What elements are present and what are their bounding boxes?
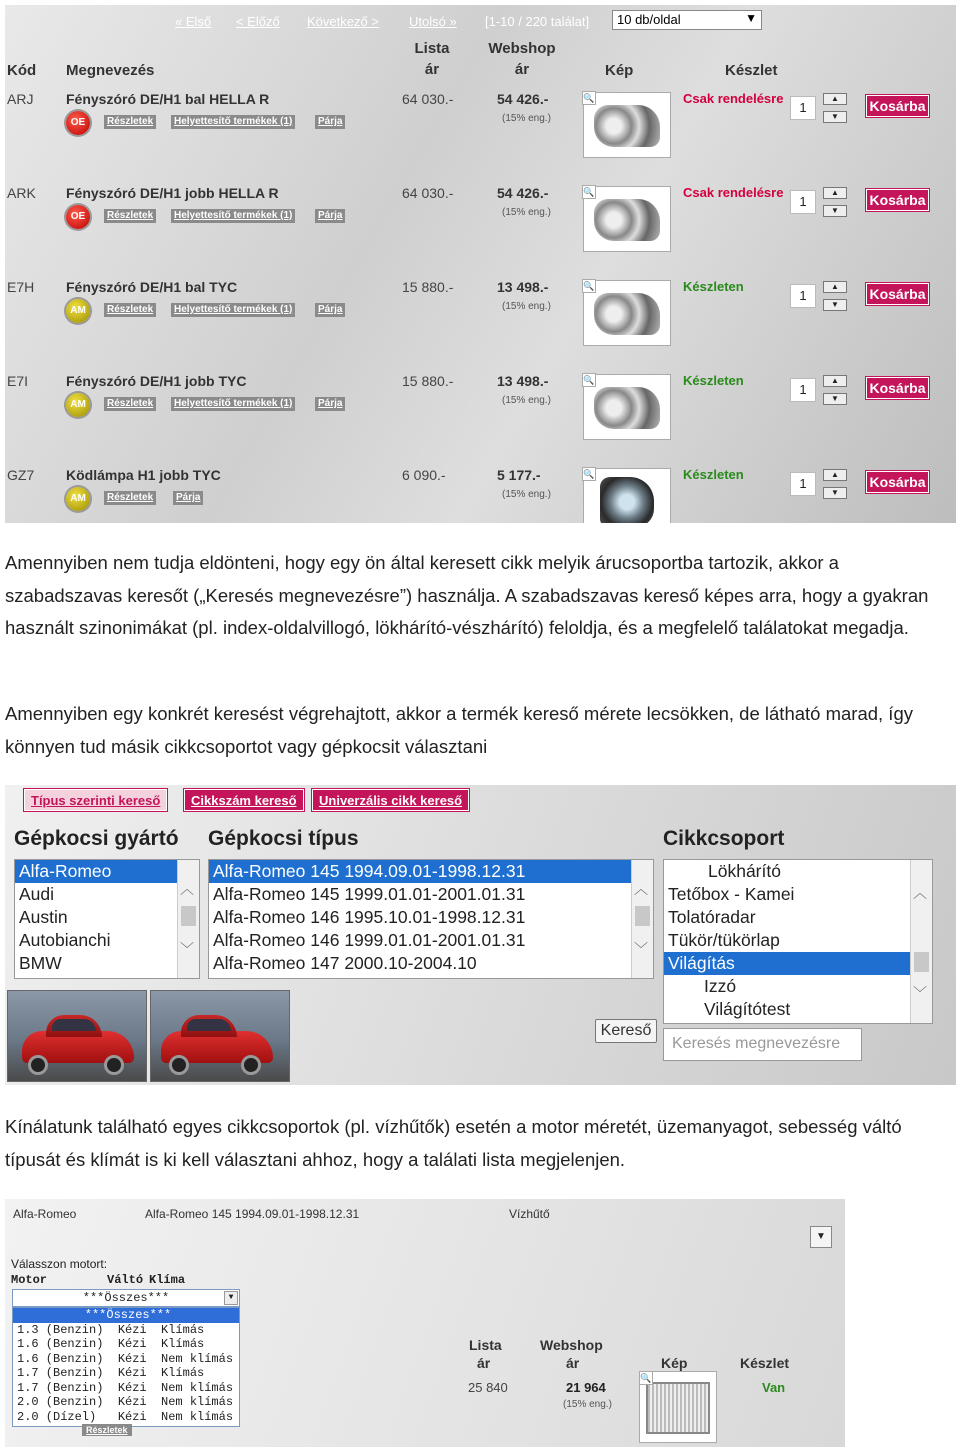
zoom-icon[interactable]: 🔍	[583, 187, 595, 197]
headlight-image[interactable]	[583, 374, 671, 440]
oe-badge-icon: OE	[66, 205, 90, 229]
col-header-image: Kép	[605, 62, 634, 79]
chevron-up-icon[interactable]: ︿	[913, 885, 927, 901]
paragraph-search-shrink: Amennyiben egy konkrét keresést végrehajtott, akkor a termék kereső mérete lecsökken, de látható marad, így könnyen tud másik cikkcsoportot vagy gépkocsit választani	[5, 703, 913, 757]
col-header-stock: Készlet	[725, 62, 778, 79]
details-button[interactable]: Részletek	[82, 1424, 132, 1436]
col-header-list-line2: ár	[477, 1355, 491, 1371]
list-item[interactable]: Audi	[19, 884, 55, 904]
type-label: Gépkocsi típus	[208, 827, 359, 850]
row-code: GZ7	[7, 467, 35, 483]
chevron-down-icon[interactable]: ﹀	[913, 985, 927, 1001]
scrollbar-thumb[interactable]	[914, 952, 929, 972]
list-price: 64 030.-	[402, 185, 454, 201]
web-price: 13 498.-	[497, 279, 549, 295]
chevron-down-icon: ▼	[745, 11, 757, 25]
am-badge-icon: AM	[66, 299, 90, 323]
chevron-down-icon[interactable]: ▼	[810, 1226, 832, 1248]
list-item[interactable]: Alfa-Romeo 145 1999.01.01-2001.01.31	[213, 884, 526, 904]
add-to-cart-button[interactable]: Kosárba	[866, 471, 929, 493]
list-item-selected[interactable]: ***Összes***	[13, 1308, 239, 1323]
scrollbar-thumb[interactable]	[635, 906, 650, 926]
list-item[interactable]: Alfa-Romeo 147 2000.10-2004.10	[213, 953, 477, 973]
chevron-down-icon[interactable]: ﹀	[180, 941, 194, 957]
quantity-input[interactable]: 1	[790, 472, 816, 496]
col-header-web-line1: Webshop	[540, 1337, 603, 1353]
pair-button[interactable]: Párja	[315, 115, 345, 129]
table-row	[5, 467, 956, 523]
table-row	[5, 91, 956, 185]
col-header-stock: Készlet	[740, 1355, 790, 1371]
quantity-input[interactable]: 1	[790, 284, 816, 308]
quantity-input[interactable]: 1	[790, 96, 816, 120]
list-item[interactable]: Alfa-Romeo 146 1999.01.01-2001.01.31	[213, 930, 526, 950]
pair-button[interactable]: Párja	[173, 491, 203, 505]
search-input[interactable]: Keresés megnevezésre	[663, 1028, 862, 1061]
scrollbar[interactable]	[177, 860, 199, 978]
list-price: 25 840	[468, 1380, 508, 1395]
qty-up-icon[interactable]: ▲	[823, 187, 847, 199]
table-row	[5, 185, 956, 279]
zoom-icon[interactable]: 🔍	[583, 375, 595, 385]
search-panel-screenshot	[5, 785, 956, 1085]
per-page-value: 10 db/oldal	[617, 12, 681, 27]
details-button[interactable]: Részletek	[104, 303, 156, 317]
paragraph-engine-selection: Kínálatunk található egyes cikkcsoportok (pl. vízhűtők) esetén a motor méretét, üzemanyagot, sebesség váltó típusát és klímát is ki kell választani ahhoz, hogy a találati lista megjelenjen.	[5, 1116, 902, 1170]
replacement-button[interactable]: Helyettesítő termékek (1)	[171, 115, 295, 129]
table-row	[5, 373, 956, 467]
quantity-input[interactable]: 1	[790, 378, 816, 402]
list-item[interactable]: Alfa-Romeo	[15, 860, 199, 883]
list-item[interactable]: 2.0 (Dízel) Kézi Nem klímás	[17, 1409, 234, 1424]
list-item[interactable]: Lökhárító	[708, 861, 781, 881]
headlight-picture	[594, 293, 660, 335]
qty-down-icon[interactable]: ▼	[823, 393, 847, 405]
pager-first-link[interactable]: « Első	[175, 14, 212, 29]
pair-button[interactable]: Párja	[315, 303, 345, 317]
engine-select-value: ***Összes***	[82, 1291, 170, 1305]
col-header-web-line2: ár	[566, 1355, 580, 1371]
list-price: 64 030.-	[402, 91, 454, 107]
qty-up-icon[interactable]: ▲	[823, 375, 847, 387]
replacement-button[interactable]: Helyettesítő termékek (1)	[171, 397, 295, 411]
row-name: Fényszóró DE/H1 bal HELLA R	[66, 91, 270, 107]
row-code: E7I	[7, 373, 29, 389]
col-motor: Motor	[11, 1273, 48, 1287]
list-item[interactable]: Alfa-Romeo 145 1994.09.01-1998.12.31	[209, 860, 653, 883]
pair-button[interactable]: Párja	[315, 209, 345, 223]
zoom-icon[interactable]: 🔍	[583, 93, 595, 103]
engine-selection-screenshot	[5, 1199, 845, 1447]
details-button[interactable]: Részletek	[104, 397, 156, 411]
pair-button[interactable]: Párja	[315, 397, 345, 411]
crumb-type: Alfa-Romeo 145 1994.09.01-1998.12.31	[145, 1207, 360, 1221]
engine-select[interactable]	[12, 1289, 240, 1307]
list-item[interactable]: 2.0 (Benzin) Kézi Nem klímás	[17, 1395, 234, 1409]
zoom-icon[interactable]: 🔍	[640, 1373, 652, 1383]
list-item[interactable]: Izzó	[704, 976, 737, 996]
tab-part-number-search[interactable]: Cikkszám kereső	[184, 789, 304, 811]
headlight-picture	[594, 387, 660, 429]
col-klima: Klíma	[149, 1273, 186, 1287]
col-header-image: Kép	[661, 1355, 688, 1371]
row-name: Ködlámpa H1 jobb TYC	[66, 467, 221, 483]
paragraph-free-text-search: Amennyiben nem tudja eldönteni, hogy egy ön által keresett cikk melyik árucsoportba tartozik, akkor a szabadszavas keresőt („Keresés megnevezésre”) használja. A szabadszavas kereső képes arra, hogy a gyakran használt szinonimákat (pl. index-oldalvillogó, lökhárító-vészhárító) feloldja, és a megfelelő találatokat megadja.	[5, 552, 929, 638]
foglight-image[interactable]	[583, 468, 671, 523]
table-row	[5, 279, 956, 373]
stock-status: Készleten	[683, 279, 744, 294]
col-valto: Váltó	[107, 1273, 144, 1287]
web-price: 54 426.-	[497, 185, 549, 201]
result-count: [1-10 / 220 találat]	[485, 14, 590, 29]
car-photo	[150, 990, 290, 1082]
quantity-input[interactable]: 1	[790, 190, 816, 214]
list-item[interactable]: Világítótest	[704, 999, 791, 1019]
add-to-cart-button[interactable]: Kosárba	[866, 283, 929, 305]
maker-label: Gépkocsi gyártó	[14, 827, 179, 850]
list-item[interactable]: Tükör/tükörlap	[668, 930, 780, 950]
headlight-picture	[594, 199, 660, 241]
row-name: Fényszóró DE/H1 bal TYC	[66, 279, 238, 295]
maker-listbox[interactable]	[14, 859, 200, 979]
list-item[interactable]: Tolatóradar	[668, 907, 756, 927]
list-price: 15 880.-	[402, 279, 454, 295]
details-button[interactable]: Részletek	[104, 115, 156, 129]
col-header-list-line1: Lista	[469, 1337, 502, 1353]
qty-up-icon[interactable]: ▲	[823, 281, 847, 293]
col-header-web-price	[482, 38, 562, 80]
pager-last-link[interactable]: Utolsó »	[409, 14, 457, 29]
replacement-button[interactable]: Helyettesítő termékek (1)	[171, 303, 295, 317]
list-price: 6 090.-	[402, 467, 446, 483]
pager	[5, 11, 956, 33]
add-to-cart-button[interactable]: Kosárba	[866, 189, 929, 211]
zoom-icon[interactable]: 🔍	[583, 469, 595, 479]
headlight-image[interactable]	[583, 280, 671, 346]
zoom-icon[interactable]: 🔍	[583, 281, 595, 291]
foglight-picture	[600, 477, 654, 523]
headlight-image[interactable]	[583, 186, 671, 252]
add-to-cart-button[interactable]: Kosárba	[866, 95, 929, 117]
qty-up-icon[interactable]: ▲	[823, 469, 847, 481]
discount: (15% eng.)	[502, 301, 551, 312]
car-photo	[7, 990, 147, 1082]
tab-universal-search[interactable]: Univerzális cikk kereső	[312, 789, 469, 811]
discount: (15% eng.)	[502, 395, 551, 406]
web-price: 21 964	[566, 1380, 606, 1395]
discount: (15% eng.)	[502, 113, 551, 124]
col-header-list-line2: ár	[424, 61, 440, 78]
crumb-group: Vízhűtő	[509, 1207, 550, 1221]
row-name: Fényszóró DE/H1 jobb HELLA R	[66, 185, 279, 201]
search-button[interactable]: Kereső	[595, 1019, 657, 1043]
col-header-web-line1: Webshop	[488, 40, 556, 57]
list-item[interactable]: Tetőbox - Kamei	[668, 884, 795, 904]
list-item[interactable]: 1.6 (Benzin) Kézi Nem klímás	[17, 1351, 234, 1366]
col-header-code: Kód	[7, 62, 37, 79]
qty-down-icon[interactable]: ▼	[823, 205, 847, 217]
discount: (15% eng.)	[502, 489, 551, 500]
chevron-down-icon[interactable]: ▼	[224, 1291, 238, 1305]
web-price: 5 177.-	[497, 467, 541, 483]
scrollbar[interactable]	[910, 860, 932, 1023]
tab-type-search[interactable]: Típus szerinti kereső	[24, 789, 167, 811]
list-item[interactable]: 1.7 (Benzin) Kézi Klímás	[17, 1366, 205, 1380]
scrollbar[interactable]	[631, 860, 653, 978]
per-page-select[interactable]	[612, 10, 762, 30]
list-item-selected[interactable]: Világítás	[664, 952, 910, 975]
discount: (15% eng.)	[563, 1399, 612, 1410]
radiator-picture	[646, 1382, 710, 1434]
list-item[interactable]: Alfa-Romeo 146 1995.10.01-1998.12.31	[213, 907, 526, 927]
am-badge-icon: AM	[66, 393, 90, 417]
group-listbox[interactable]	[663, 859, 933, 1024]
qty-down-icon[interactable]: ▼	[823, 111, 847, 123]
replacement-button[interactable]: Helyettesítő termékek (1)	[171, 209, 295, 223]
col-header-web-line2: ár	[514, 61, 530, 78]
row-code: E7H	[7, 279, 35, 295]
col-header-list-line1: Lista	[414, 40, 450, 57]
pager-prev-link[interactable]: < Előző	[236, 14, 280, 29]
headlight-picture	[594, 105, 660, 147]
scrollbar-thumb[interactable]	[181, 906, 196, 926]
list-item[interactable]: 1.6 (Benzin) Kézi Klímás	[17, 1337, 205, 1351]
chevron-up-icon[interactable]: ︿	[180, 881, 194, 897]
type-listbox[interactable]	[208, 859, 654, 979]
web-price: 13 498.-	[497, 373, 549, 389]
qty-up-icon[interactable]: ▲	[823, 93, 847, 105]
web-price: 54 426.-	[497, 91, 549, 107]
choose-engine-label: Válasszon motort:	[11, 1257, 108, 1271]
group-label: Cikkcsoport	[663, 827, 785, 850]
chevron-up-icon[interactable]: ︿	[634, 881, 648, 897]
discount: (15% eng.)	[502, 207, 551, 218]
details-button[interactable]: Részletek	[104, 491, 156, 505]
list-item[interactable]: Autobianchi	[19, 930, 111, 950]
qty-down-icon[interactable]: ▼	[823, 299, 847, 311]
row-name: Fényszóró DE/H1 jobb TYC	[66, 373, 247, 389]
row-code: ARJ	[7, 91, 34, 107]
pager-next-link[interactable]: Következő >	[307, 14, 379, 29]
chevron-down-icon[interactable]: ﹀	[634, 941, 648, 957]
list-price: 15 880.-	[402, 373, 454, 389]
headlight-image[interactable]	[583, 92, 671, 158]
am-badge-icon: AM	[66, 487, 90, 511]
stock-status: Csak rendelésre	[683, 91, 784, 106]
list-item[interactable]: BMW	[19, 953, 62, 973]
oe-badge-icon: OE	[66, 111, 90, 135]
stock-status: Csak rendelésre	[683, 185, 784, 200]
qty-down-icon[interactable]: ▼	[823, 487, 847, 499]
list-item[interactable]: Austin	[19, 907, 68, 927]
stock-status: Készleten	[683, 373, 744, 388]
add-to-cart-button[interactable]: Kosárba	[866, 377, 929, 399]
product-list-screenshot	[5, 5, 956, 523]
stock-status: Van	[762, 1380, 786, 1395]
details-button[interactable]: Részletek	[104, 209, 156, 223]
engine-columns-header	[11, 1273, 185, 1287]
list-item[interactable]: 1.3 (Benzin) Kézi Klímás	[17, 1322, 205, 1337]
crumb-maker: Alfa-Romeo	[13, 1207, 77, 1221]
engine-options-list[interactable]	[12, 1307, 240, 1427]
row-code: ARK	[7, 185, 36, 201]
list-item[interactable]: 1.7 (Benzin) Kézi Nem klímás	[17, 1380, 234, 1395]
stock-status: Készleten	[683, 467, 744, 482]
col-header-list-price	[412, 38, 452, 80]
col-header-name: Megnevezés	[66, 62, 155, 79]
